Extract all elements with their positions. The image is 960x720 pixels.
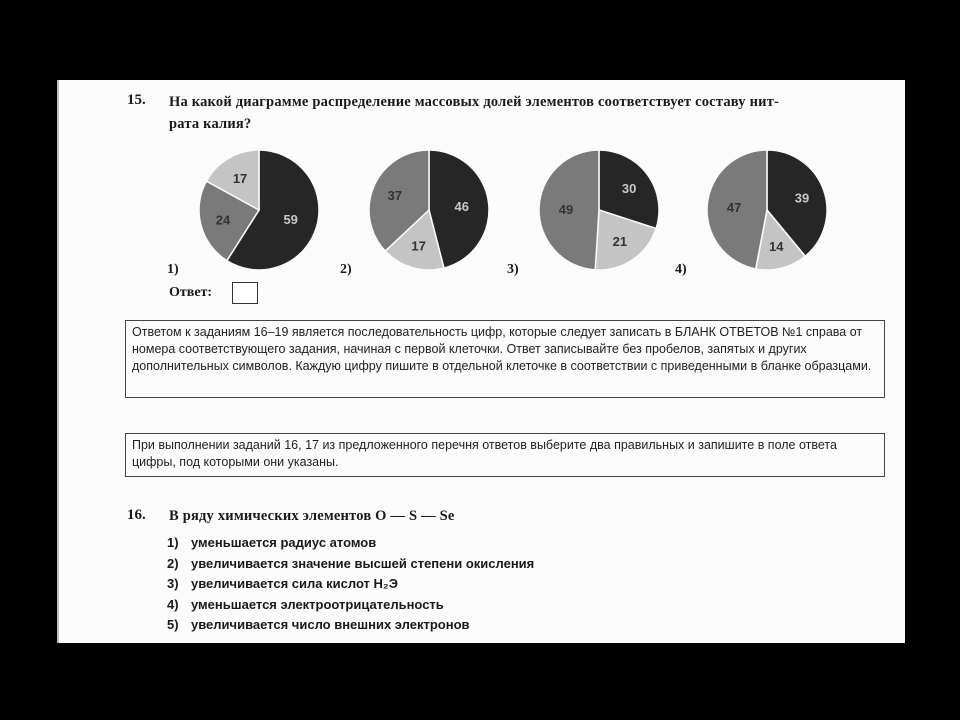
instruction-box-16-17: При выполнении заданий 16, 17 из предложенного перечня ответов выберите два правильных и запишите в поле ответа цифры, под которыми они указаны. xyxy=(125,433,885,477)
q16-option-5: 5) увеличивается число внешних электронов xyxy=(167,617,470,632)
pie-4-label-2: 14 xyxy=(769,239,784,255)
instruction-box-16-19: Ответом к заданиям 16–19 является последовательность цифр, которые следует записать в БЛАНК ОТВЕТОВ №1 справа от номера соответствующего задания, начиная с первой клеточки. Ответ записывайте без пробелов, запятых и других дополнительных символов. Каждую цифру пишите в отдельной клеточке в соответствии с приведенными в бланке образцами. xyxy=(125,320,885,398)
pie-chart-3 xyxy=(534,148,664,272)
question-15-text-line1: На какой диаграмме распределение массовых долей элементов соответствует составу нит- xyxy=(169,94,780,110)
pie-chart-1 xyxy=(194,148,324,272)
pie-chart-2 xyxy=(364,148,494,272)
pie-4-label-3: 47 xyxy=(726,199,742,215)
pie-chart-4 xyxy=(702,148,832,272)
option-4-number: 4) xyxy=(675,262,687,277)
question-16-text: В ряду химических элементов O — S — Se xyxy=(169,508,455,524)
question-16-options xyxy=(167,535,534,638)
option-1-number: 1) xyxy=(167,262,179,277)
answer-box[interactable] xyxy=(232,282,258,304)
q16-option-1: 1) уменьшается радиус атомов xyxy=(167,535,377,550)
pie-4-label-1: 39 xyxy=(794,190,810,206)
option-2-number: 2) xyxy=(340,262,352,277)
pie-1-label-3: 17 xyxy=(232,170,248,186)
q16-option-2: 2) увеличивается значение высшей степени окисления xyxy=(167,555,535,571)
question-15-number: 15. xyxy=(127,92,146,108)
pie-2-label-2: 17 xyxy=(411,238,426,254)
document-page xyxy=(57,80,905,643)
answer-label: Ответ: xyxy=(169,285,213,300)
question-15-text-line2: рата калия? xyxy=(169,116,252,132)
pie-2-label-3: 37 xyxy=(387,188,403,204)
question-16-number: 16. xyxy=(127,507,146,523)
pie-1-label-1: 59 xyxy=(283,212,298,228)
option-3-number: 3) xyxy=(507,262,519,277)
pie-3-label-1: 30 xyxy=(621,181,637,197)
pie-3-label-3: 49 xyxy=(558,201,574,217)
q16-option-3: 3) увеличивается сила кислот H₂Э xyxy=(167,576,398,591)
q16-option-4: 4) уменьшается электроотрицательность xyxy=(167,596,444,612)
pie-2-label-1: 46 xyxy=(454,198,469,214)
pie-3-label-2: 21 xyxy=(612,233,628,249)
pie-1-label-2: 24 xyxy=(215,212,231,228)
